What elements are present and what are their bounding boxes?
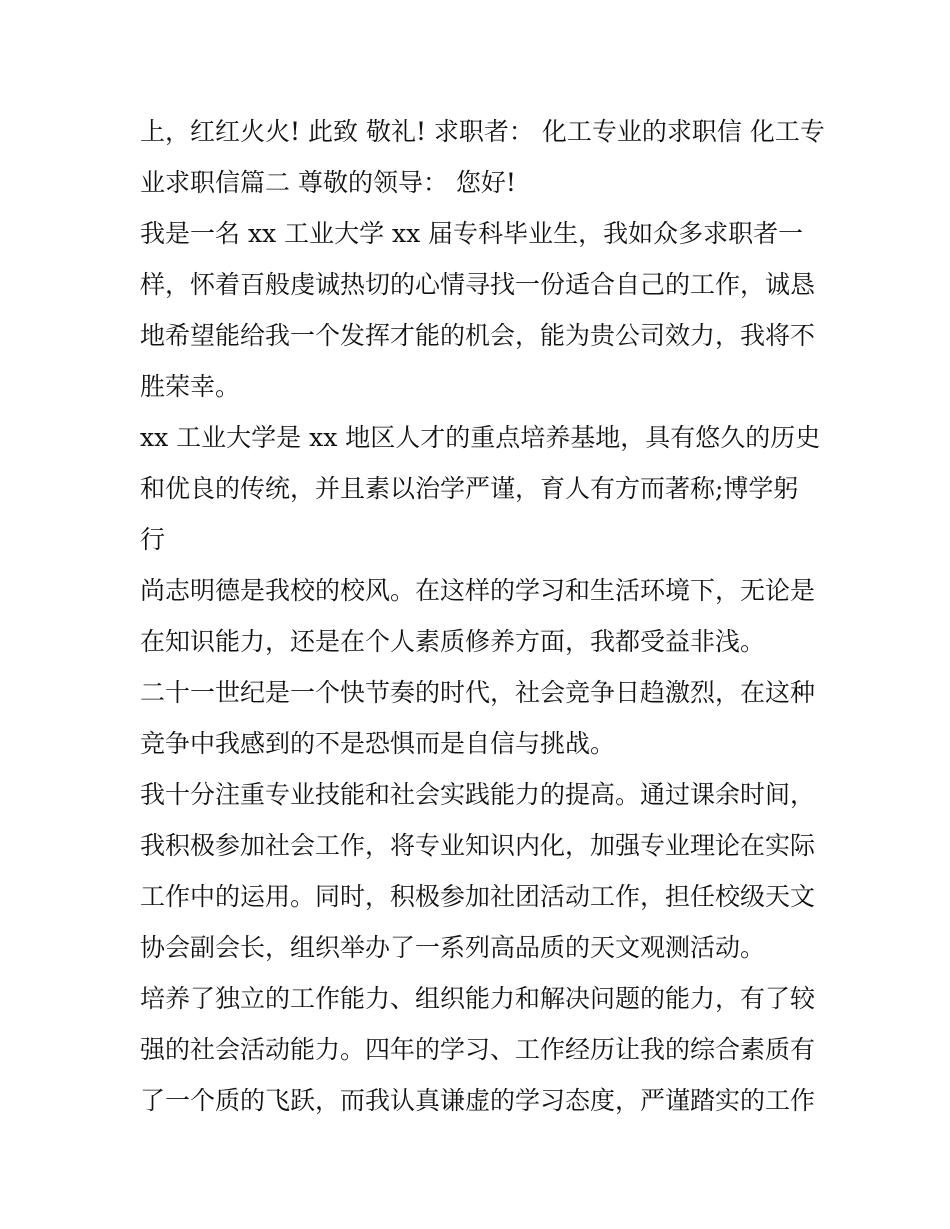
text-line: 上，红红火火! 此致 敬礼! 求职者： 化工专业的求职信 化工专 [140,117,825,146]
text-line: 培养了独立的工作能力、组织能力和解决问题的能力，有了较 [140,984,816,1013]
text-line: 工作中的运用。同时，积极参加社团活动工作，担任校级天文 [140,882,816,911]
text-line: 强的社会活动能力。四年的学习、工作经历让我的综合素质有 [140,1035,816,1064]
text-line: 和优良的传统，并且素以治学严谨，育人有方而著称;博学躬 [140,474,799,503]
text-line: 我积极参加社会工作，将专业知识内化，加强专业理论在实际 [140,831,816,860]
text-line: 样，怀着百般虔诚热切的心情寻找一份适合自己的工作，诚恳 [140,270,816,299]
document-body [140,106,825,1126]
text-line: 胜荣幸。 [140,372,241,401]
text-line: 在知识能力，还是在个人素质修养方面，我都受益非浅。 [140,627,766,656]
text-line: 地希望能给我一个发挥才能的机会，能为贵公司效力，我将不 [140,321,816,350]
text-line: 竞争中我感到的不是恐惧而是自信与挑战。 [140,729,616,758]
text-line: 协会副会长，组织举办了一系列高品质的天文观测活动。 [140,933,766,962]
text-line: 我十分注重专业技能和社会实践能力的提高。通过课余时间， [140,780,816,809]
text-line: 了一个质的飞跃，而我认真谦虚的学习态度，严谨踏实的工作 [140,1086,816,1115]
text-line: 二十一世纪是一个快节奏的时代，社会竞争日趋激烈，在这种 [140,678,816,707]
text-line: xx 工业大学是 xx 地区人才的重点培养基地，具有悠久的历史 [140,423,821,452]
text-line: 尚志明德是我校的校风。在这样的学习和生活环境下，无论是 [140,576,816,605]
text-line: 我是一名 xx 工业大学 xx 届专科毕业生，我如众多求职者一 [140,219,804,248]
text-line: 行 [140,525,166,554]
text-line: 业求职信篇二 尊敬的领导： 您好! [140,168,516,197]
